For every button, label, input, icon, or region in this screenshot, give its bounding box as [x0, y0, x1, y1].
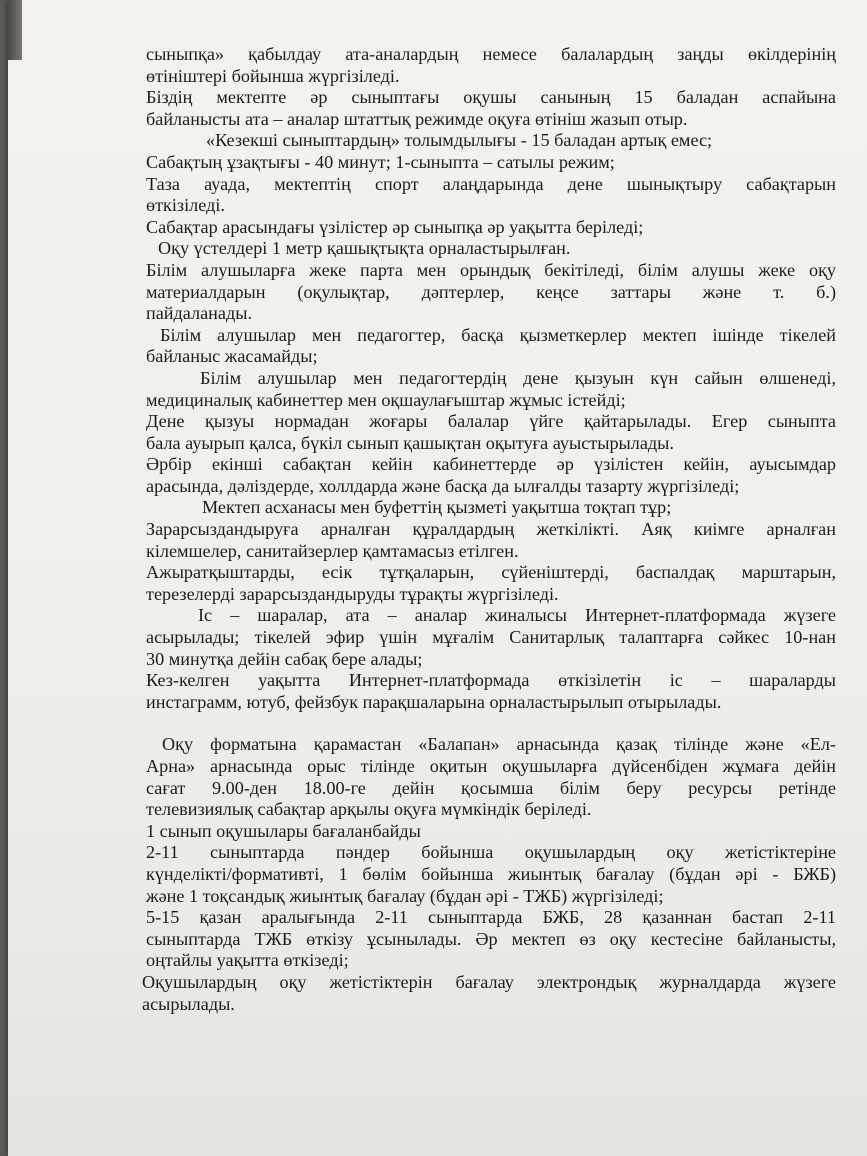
text-line: Таза ауада, мектептің спорт алаңдарында дене шынықтыру сабақтарын	[146, 173, 836, 194]
text-line: Оқу үстелдері 1 метр қашықтықта орналастырылған.	[158, 238, 571, 259]
text-line: Іс – шаралар, ата – аналар жиналысы Интернет-платформада жүзеге	[198, 605, 836, 626]
text-line: Біздің мектепте әр сыныптағы оқушы санының 15 баладан аспайына	[146, 87, 836, 108]
text-line: Оқушылардың оқу жетістіктерін бағалау электрондық журналдарда жүзеге	[142, 971, 836, 992]
text-line: Ажыратқыштарды, есік тұтқаларын, сүйеніштерді, баспалдақ марштарын,	[146, 562, 836, 583]
text-line: 1 сынып оқушылары бағаланбайды	[146, 820, 421, 841]
text-line: сыныпқа» қабылдау ата-аналардың немесе балалардың заңды өкілдерінің	[146, 44, 836, 64]
text-line: өткізіледі.	[146, 195, 225, 216]
text-line: Білім алушылар мен педагогтер, басқа қызметкерлер мектеп ішінде тікелей	[160, 324, 836, 345]
text-line: медициналық кабинеттер мен оқшаулағыштар жұмыс істейді;	[146, 389, 626, 410]
text-line: байланыс жасамайды;	[146, 346, 318, 367]
text-line: және 1 тоқсандық жиынтық бағалау (бұдан әрі - ТЖБ) жүргізіледі;	[146, 885, 664, 906]
text-line: байланысты ата – аналар штаттық режимде оқуға өтініш жазып отыр.	[146, 108, 688, 129]
text-line: 5-15 қазан аралығында 2-11 сыныптарда БЖБ, 28 қазаннан бастап 2-11	[146, 907, 836, 928]
text-line: Мектеп асханасы мен буфеттің қызметі уақытша тоқтап тұр;	[202, 497, 672, 518]
document-page	[8, 0, 867, 1156]
text-line: бала ауырып қалса, бүкіл сынып қашықтан оқытуға ауыстырылады.	[146, 432, 674, 453]
text-line: инстаграмм, ютуб, фейзбук парақшаларына орналастырылып отырылады.	[146, 691, 722, 712]
text-line: Сабақтың ұзақтығы - 40 минут; 1-сыныпта – сатылы режим;	[146, 151, 615, 172]
blank-line	[146, 713, 836, 734]
page-edge-shadow	[8, 0, 22, 60]
text-line: Арна» арнасында орыс тілінде оқитын оқушыларға дүйсенбіден жұмаға дейін	[146, 756, 836, 776]
text-line: Сабақтар арасындағы үзілістер әр сыныпқа әр уақытта беріледі;	[146, 216, 644, 237]
text-line: пайдаланады.	[146, 303, 252, 324]
text-line: күнделікті/формативті, 1 бөлім бойынша жиынтық бағалау (бұдан әрі - БЖБ)	[146, 863, 836, 884]
text-line: Дене қызуы нормадан жоғары балалар үйге қайтарылады. Егер сыныпта	[146, 411, 836, 432]
text-line: Кез-келген уақытта Интернет-платформада өткізілетін іс – шараларды	[146, 670, 836, 691]
text-line: Білім алушыларға жеке парта мен орындық бекітіледі, білім алушы жеке оқу	[146, 259, 836, 280]
text-line: кілемшелер, санитайзерлер қамтамасыз етілген.	[146, 540, 519, 561]
text-line: асырылады.	[142, 993, 235, 1014]
text-line: сыныптарда ТЖБ өткізу ұсынылады. Әр мектеп өз оқу кестесіне байланысты,	[146, 928, 836, 949]
text-line: телевизиялық сабақтар арқылы оқуға мүмкіндік беріледі.	[146, 799, 592, 820]
text-line: оңтайлы уақытта өткізеді;	[146, 950, 349, 971]
text-line: терезелерді зарарсыздандыруды тұрақты жүргізіледі.	[146, 583, 559, 604]
text-line: «Кезекші сыныптардың» толымдылығы - 15 баладан артық емес;	[206, 130, 713, 151]
document-body	[142, 44, 836, 1015]
text-line: Оқу форматына қарамастан «Балапан» арнасында қазақ тілінде және «Ел-	[162, 734, 836, 755]
text-line: 30 минутқа дейін сабақ бере алады;	[146, 648, 423, 669]
text-line: 2-11 сыныптарда пәндер бойынша оқушылардың оқу жетістіктеріне	[146, 842, 836, 863]
text-line: асырылады; тікелей эфир үшін мұғалім Санитарлық талаптарға сәйкес 10-нан	[146, 627, 836, 648]
text-line: сағат 9.00-ден 18.00-ге дейін қосымша білім беру ресурсы ретінде	[146, 777, 836, 798]
text-line: Зарарсыздандыруға арналған құралдардың жеткілікті. Аяқ киімге арналған	[146, 519, 836, 540]
text-line: материалдарын (оқулықтар, дәптерлер, кеңсе заттары және т. б.)	[146, 281, 836, 302]
text-line: өтініштері бойынша жүргізіледі.	[146, 65, 400, 86]
text-line: Әрбір екінші сабақтан кейін кабинеттерде әр үзілістен кейін, ауысымдар	[146, 454, 836, 475]
text-line: арасында, дәліздерде, холлдарда және басқа да ылғалды тазарту жүргізіледі;	[146, 475, 740, 496]
text-line: Білім алушылар мен педагогтердің дене қызуын күн сайын өлшенеді,	[200, 367, 836, 388]
